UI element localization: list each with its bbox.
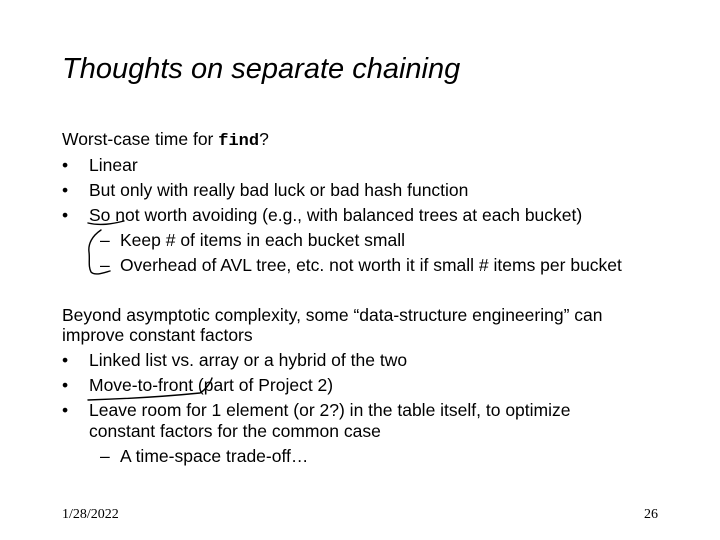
bullet-marker: • bbox=[62, 155, 69, 175]
list-item: But only with really bad luck or bad hash function bbox=[89, 180, 469, 200]
intro-suffix: ? bbox=[259, 129, 269, 149]
section1-intro bbox=[62, 129, 269, 152]
intro-prefix: Worst-case time for bbox=[62, 129, 219, 149]
list-item: So not worth avoiding (e.g., with balanced trees at each bucket) bbox=[89, 205, 583, 225]
slide-title: Thoughts on separate chaining bbox=[62, 53, 461, 85]
sub-list-item: Overhead of AVL tree, etc. not worth it if small # items per bucket bbox=[120, 255, 622, 275]
bullet-marker: • bbox=[62, 205, 69, 225]
sub-list-item: A time-space trade-off… bbox=[120, 446, 309, 466]
dash-marker: – bbox=[100, 230, 110, 250]
section2-intro-line1: Beyond asymptotic complexity, some “data-structure engineering” can bbox=[62, 305, 603, 325]
list-item: Linear bbox=[89, 155, 138, 175]
bullet-marker: • bbox=[62, 375, 69, 395]
list-item-continuation: constant factors for the common case bbox=[89, 421, 381, 441]
dash-marker: – bbox=[100, 255, 110, 275]
bullet-marker: • bbox=[62, 350, 69, 370]
intro-code: find bbox=[218, 132, 260, 151]
list-item: Linked list vs. array or a hybrid of the two bbox=[89, 350, 408, 370]
list-item: Move-to-front (part of Project 2) bbox=[89, 375, 334, 395]
dash-marker: – bbox=[100, 446, 110, 466]
sub-list-item: Keep # of items in each bucket small bbox=[120, 230, 406, 250]
page-number: 26 bbox=[644, 507, 658, 522]
footer-date: 1/28/2022 bbox=[62, 507, 119, 522]
list-item: Leave room for 1 element (or 2?) in the table itself, to optimize bbox=[89, 400, 571, 420]
section2-intro-line2: improve constant factors bbox=[62, 325, 253, 345]
bullet-marker: • bbox=[62, 400, 69, 420]
bullet-marker: • bbox=[62, 180, 69, 200]
